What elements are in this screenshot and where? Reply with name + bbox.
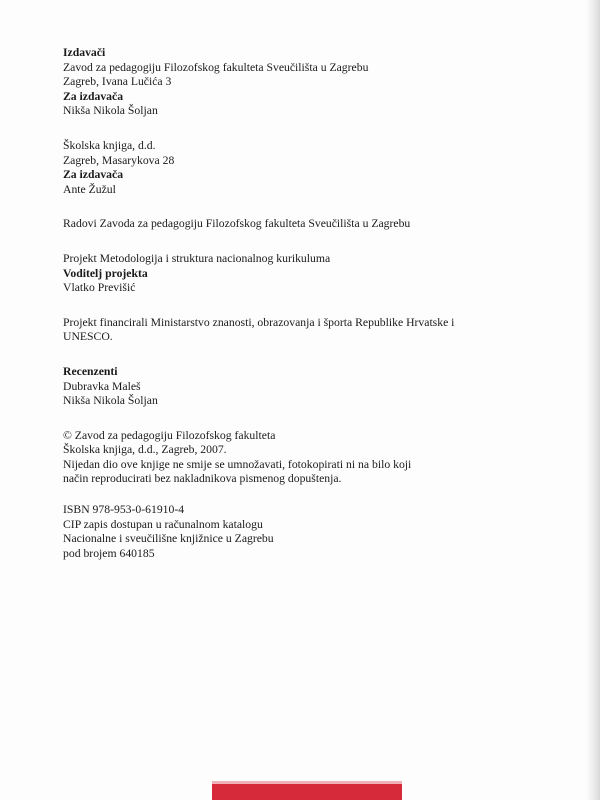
reviewer-name: Nikša Nikola Šoljan bbox=[63, 394, 158, 408]
cip-line: Nacionalne i sveučilišne knjižnice u Zagrebu bbox=[63, 532, 274, 546]
project-leader-label: Voditelj projekta bbox=[63, 266, 148, 280]
page-edge-shadow bbox=[586, 0, 600, 800]
copyright-line: Školska knjiga, d.d., Zagreb, 2007. bbox=[63, 443, 227, 457]
cip-line: CIP zapis dostupan u računalnom katalogu bbox=[63, 517, 263, 531]
copyright-line: © Zavod za pedagogiju Filozofskog fakulteta bbox=[63, 428, 276, 442]
publishers-heading: Izdavači bbox=[63, 46, 106, 59]
publisher2-address: Zagreb, Masarykova 28 bbox=[63, 153, 175, 167]
reproduction-notice: Nijedan dio ove knjige ne smije se umnožavati, fotokopirati ni na bilo koji bbox=[63, 457, 412, 471]
publisher1-for-name: Nikša Nikola Šoljan bbox=[63, 104, 158, 118]
publisher1-for-label: Za izdavača bbox=[63, 89, 124, 103]
reviewers-label: Recenzenti bbox=[63, 364, 118, 378]
project-leader-name: Vlatko Previšić bbox=[63, 281, 136, 295]
project-name: Projekt Metodologija i struktura nacionalnog kurikuluma bbox=[63, 251, 331, 265]
accent-bar bbox=[212, 784, 402, 800]
isbn: ISBN 978-953-0-61910-4 bbox=[63, 503, 185, 517]
publisher1-address: Zagreb, Ivana Lučića 3 bbox=[63, 75, 172, 89]
publisher2-for-name: Ante Žužul bbox=[63, 182, 116, 196]
publisher2-for-label: Za izdavača bbox=[63, 168, 124, 182]
funding-note: Projekt financirali Ministarstvo znanosti, obrazovanja i športa Republike Hrvatske i UNESCO. bbox=[63, 315, 455, 344]
series-title: Radovi Zavoda za pedagogiju Filozofskog fakulteta Sveučilišta u Zagrebu bbox=[63, 217, 411, 231]
publisher2-name: Školska knjiga, d.d. bbox=[63, 138, 156, 152]
colophon-content bbox=[63, 46, 463, 561]
publisher1-name: Zavod za pedagogiju Filozofskog fakulteta Sveučilišta u Zagrebu bbox=[63, 60, 369, 74]
reproduction-notice: način reproducirati bez nakladnikova pismenog dopuštenja. bbox=[63, 472, 342, 486]
cip-line: pod brojem 640185 bbox=[63, 546, 155, 560]
reviewer-name: Dubravka Maleš bbox=[63, 379, 141, 393]
